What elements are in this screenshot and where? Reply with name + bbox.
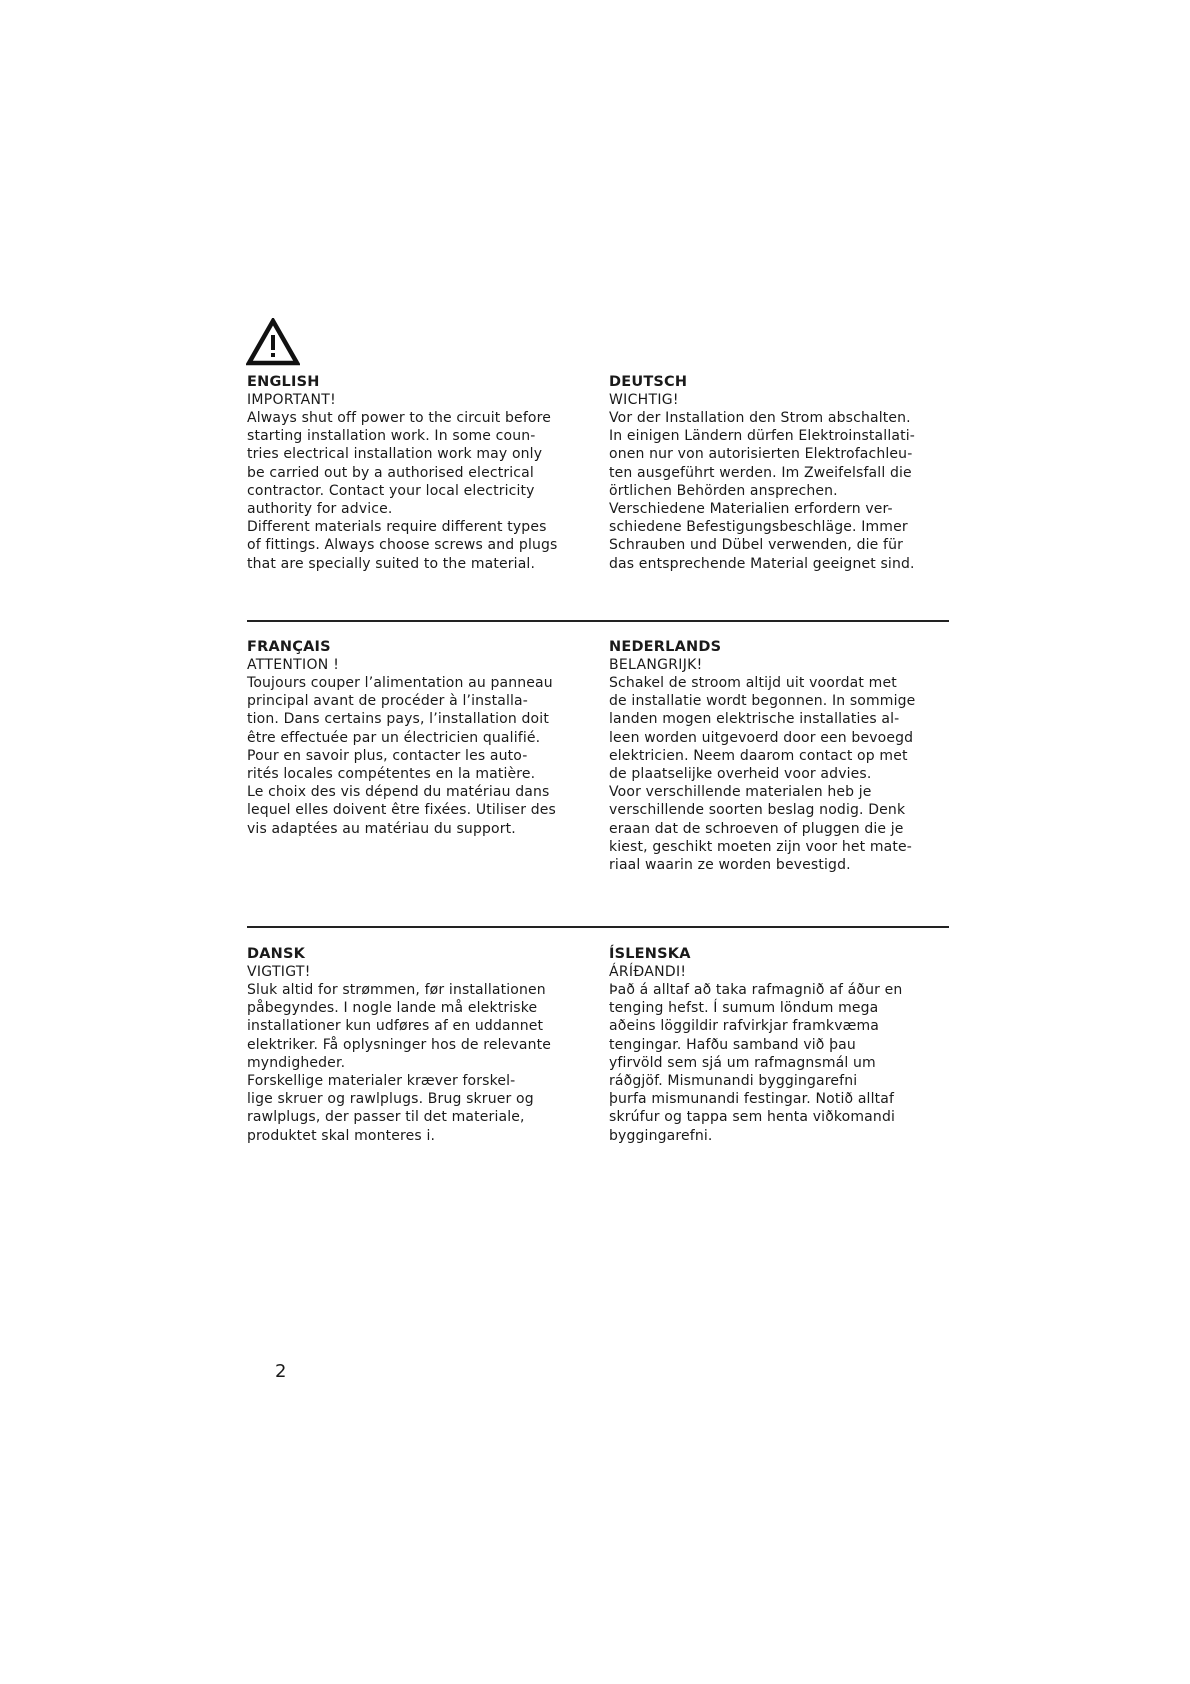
body-line: yfirvöld sem sjá um rafmagnsmál um — [609, 1054, 876, 1071]
body-line: onen nur von autorisierten Elektrofachleu- — [609, 446, 913, 463]
body-line: þurfa mismunandi festingar. Notið alltaf — [609, 1091, 895, 1108]
body-line: Schrauben und Dübel verwenden, die für — [609, 537, 904, 554]
language-title: DANSK — [247, 946, 306, 962]
body-line: riaal waarin ze worden bevestigd. — [609, 857, 851, 874]
body-line: de installatie wordt begonnen. In sommige — [609, 693, 916, 710]
section-nederlands — [609, 638, 949, 874]
body-line: Toujours couper l’alimentation au panneau — [247, 675, 553, 691]
section-body — [609, 674, 949, 874]
body-line: installationer kun udføres af en uddannet — [247, 1018, 544, 1035]
body-line: kiest, geschikt moeten zijn voor het mate- — [609, 838, 913, 855]
body-line: schiedene Befestigungsbeschläge. Immer — [609, 519, 908, 536]
language-title: NEDERLANDS — [609, 639, 722, 655]
section-dansk — [247, 945, 587, 1145]
body-line: tenging hefst. Í sumum löndum mega — [609, 1000, 879, 1017]
body-line: landen mogen elektrische installaties al- — [609, 711, 900, 728]
section-body — [609, 409, 949, 573]
body-line: In einigen Ländern dürfen Elektroinstallati- — [609, 428, 915, 445]
section-heading: ATTENTION ! — [247, 657, 340, 673]
section-islenska — [609, 945, 949, 1145]
section-heading: IMPORTANT! — [247, 392, 337, 408]
body-line: rités locales compétentes en la matière. — [247, 766, 536, 783]
language-title: ENGLISH — [247, 374, 320, 390]
body-line: Sluk altid for strømmen, før installationen — [247, 982, 546, 998]
section-english — [247, 373, 587, 573]
warning-triangle-icon — [246, 318, 300, 366]
body-line: lige skruer og rawlplugs. Brug skruer og — [247, 1091, 534, 1108]
section-heading: VIGTIGT! — [247, 964, 311, 980]
body-line: aðeins löggildir rafvirkjar framkvæma — [609, 1018, 880, 1035]
section-body — [247, 981, 587, 1145]
section-body — [609, 981, 949, 1145]
body-line: Always shut off power to the circuit before — [247, 410, 551, 426]
body-line: Voor verschillende materialen heb je — [609, 784, 872, 801]
body-line: verschillende soorten beslag nodig. Denk — [609, 802, 906, 819]
body-line: contractor. Contact your local electricity — [247, 482, 535, 499]
body-line: of fittings. Always choose screws and plugs — [247, 537, 558, 554]
language-title: FRANÇAIS — [247, 639, 331, 655]
body-line: Pour en savoir plus, contacter les auto- — [247, 747, 528, 764]
body-line: elektricien. Neem daarom contact op met — [609, 747, 908, 764]
body-line: Different materials require different types — [247, 519, 547, 536]
section-deutsch — [609, 373, 949, 573]
body-line: das entsprechende Material geeignet sind. — [609, 555, 915, 572]
body-line: skrúfur og tappa sem henta viðkomandi — [609, 1109, 896, 1126]
divider-bottom — [247, 926, 949, 928]
body-line: Það á alltaf að taka rafmagnið af áður en — [609, 982, 903, 998]
body-line: être effectuée par un électricien qualifié. — [247, 729, 541, 746]
body-line: Verschiedene Materialien erfordern ver- — [609, 501, 893, 518]
body-line: ráðgjöf. Mismunandi byggingarefni — [609, 1073, 858, 1090]
body-line: myndigheder. — [247, 1054, 346, 1071]
body-line: be carried out by a authorised electrical — [247, 464, 534, 481]
section-body — [247, 409, 587, 573]
language-title: DEUTSCH — [609, 374, 688, 390]
section-heading: BELANGRIJK! — [609, 657, 703, 673]
body-line: påbegyndes. I nogle lande må elektriske — [247, 1000, 538, 1017]
divider-top — [247, 620, 949, 622]
body-line: eraan dat de schroeven of pluggen die je — [609, 820, 904, 837]
body-line: Le choix des vis dépend du matériau dans — [247, 784, 550, 801]
body-line: vis adaptées au matériau du support. — [247, 820, 516, 837]
body-line: Vor der Installation den Strom abschalten. — [609, 410, 911, 426]
body-line: lequel elles doivent être fixées. Utiliser des — [247, 802, 556, 819]
section-heading: ÁRÍÐANDI! — [609, 964, 687, 980]
body-line: starting installation work. In some coun- — [247, 428, 536, 445]
body-line: ten ausgeführt werden. Im Zweifelsfall die — [609, 464, 912, 481]
body-line: tengingar. Hafðu samband við þau — [609, 1036, 856, 1053]
body-line: produktet skal monteres i. — [247, 1127, 436, 1144]
section-body — [247, 674, 587, 838]
body-line: elektriker. Få oplysninger hos de relevante — [247, 1036, 551, 1053]
section-heading: WICHTIG! — [609, 392, 679, 408]
body-line: örtlichen Behörden ansprechen. — [609, 482, 838, 499]
page-number: 2 — [275, 1361, 287, 1382]
body-line: principal avant de procéder à l’installa- — [247, 693, 528, 710]
body-line: leen worden uitgevoerd door een bevoegd — [609, 729, 914, 746]
body-line: byggingarefni. — [609, 1127, 713, 1144]
body-line: rawlplugs, der passer til det materiale, — [247, 1109, 525, 1126]
language-title: ÍSLENSKA — [609, 946, 691, 962]
body-line: authority for advice. — [247, 501, 393, 518]
body-line: Forskellige materialer kræver forskel- — [247, 1073, 516, 1090]
body-line: that are specially suited to the material. — [247, 555, 536, 572]
section-francais — [247, 638, 587, 838]
body-line: Schakel de stroom altijd uit voordat met — [609, 675, 897, 691]
body-line: tion. Dans certains pays, l’installation doit — [247, 711, 549, 728]
body-line: tries electrical installation work may only — [247, 446, 543, 463]
body-line: de plaatselijke overheid voor advies. — [609, 766, 872, 783]
